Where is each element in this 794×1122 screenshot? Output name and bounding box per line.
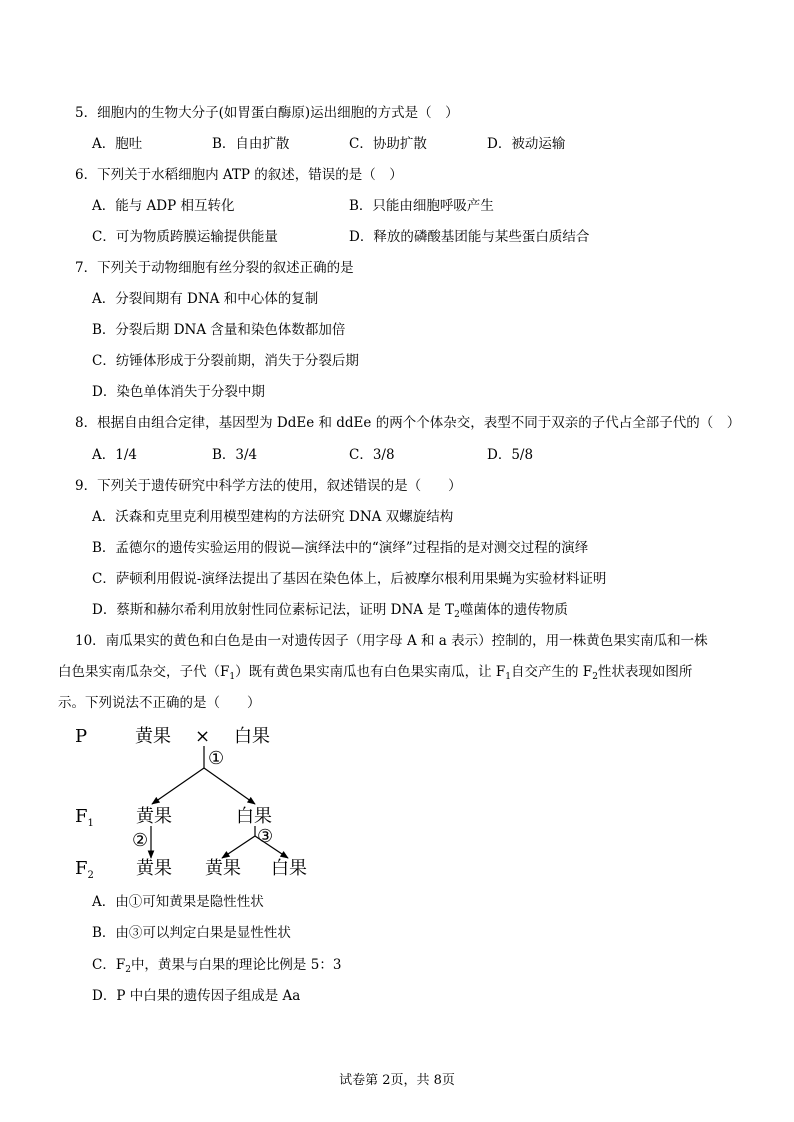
q7-option-d[interactable]: D．染色单体消失于分裂中期 [92,384,265,400]
q10-option-b[interactable]: B．由③可以判定白果是显性性状 [92,925,291,941]
q7-stem: 7．下列关于动物细胞有丝分裂的叙述正确的是 [75,260,354,276]
q5-stem: 5．细胞内的生物大分子(如胃蛋白酶原)运出细胞的方式是（ ） [75,105,459,121]
q9-option-d-subscript: 2 [454,610,460,620]
step-3-marker: ③ [257,826,274,847]
q10-stem-sub-3: 2 [592,672,598,682]
q5-option-c[interactable]: C．协助扩散 [349,136,427,152]
f2-label-subscript: 2 [87,870,94,881]
genetics-cross-diagram [60,718,340,888]
step-2-marker: ② [132,830,149,851]
arrow-to-f1-white [204,768,255,804]
q6-option-a[interactable]: A．能与 ADP 相互转化 [92,198,235,214]
q5-option-a[interactable]: A．胞吐 [92,136,143,152]
q10-stem-seg-b: ）既有黄色果实南瓜也有白色果实南瓜，让 F [235,664,506,680]
q10-stem-seg-c: 自交产生的 F [511,664,593,680]
q7-option-a[interactable]: A．分裂间期有 DNA 和中心体的复制 [92,291,319,307]
q10-stem-line2 [58,663,692,681]
q10-stem-line1: 10．南瓜果实的黄色和白色是由一对遗传因子（用字母 A 和 a 表示）控制的，用一株黄色果实南瓜和一株 [75,633,708,649]
q9-option-d-text: D．蔡斯和赫尔希利用放射性同位素标记法，证明 DNA 是 T [92,602,455,618]
q6-option-c[interactable]: C．可为物质跨膜运输提供能量 [92,229,278,245]
q8-stem: 8．根据自由组合定律，基因型为 DdEe 和 ddEe 的两个个体杂交，表型不同于双亲的子代占全部子代的（ ） [75,415,741,431]
p-yellow-fruit: 黄果 [135,726,171,747]
f2-yellow-fruit-left: 黄果 [136,858,172,879]
q7-option-c[interactable]: C．纺锤体形成于分裂前期，消失于分裂后期 [92,353,359,369]
q9-option-c[interactable]: C．萨顿利用假说-演绎法提出了基因在染色体上，后被摩尔根利用果蝇为实验材料证明 [92,571,607,587]
f1-generation-label [75,806,94,829]
q9-option-d[interactable] [92,601,568,619]
q8-option-a[interactable]: A．1/4 [92,447,137,463]
q10-stem-seg-a: 白色果实南瓜杂交，子代（F [58,664,230,680]
q10-option-a[interactable]: A．由①可知黄果是隐性性状 [92,894,264,910]
q10-option-c-subscript: 2 [125,965,131,975]
q8-option-b[interactable]: B．3/4 [212,447,258,463]
f2-generation-label [75,858,94,881]
q6-option-d[interactable]: D．释放的磷酸基团能与某些蛋白质结合 [349,229,590,245]
f2-white-fruit: 白果 [271,858,307,879]
q10-stem-sub-1: 1 [229,672,236,682]
arrow-to-f1-yellow [152,768,204,804]
q10-stem-seg-d: 性状表现如图所 [597,664,693,680]
f1-yellow-fruit: 黄果 [136,806,172,827]
q8-option-c[interactable]: C．3/8 [349,447,395,463]
cross-symbol: × [195,726,211,747]
q5-option-b[interactable]: B．自由扩散 [212,136,290,152]
q9-option-b[interactable]: B．孟德尔的遗传实验运用的假说—演绎法中的“演绎”过程指的是对测交过程的演绎 [92,540,589,556]
q10-option-d[interactable]: D．P 中白果的遗传因子组成是 Aa [92,988,301,1004]
f2-yellow-fruit-mid: 黄果 [205,858,241,879]
q9-stem: 9．下列关于遗传研究中科学方法的使用，叙述错误的是（ ） [75,478,462,494]
q8-option-d[interactable]: D．5/8 [487,447,534,463]
q7-option-b[interactable]: B．分裂后期 DNA 含量和染色体数都加倍 [92,322,346,338]
q9-option-d-tail: 噬菌体的遗传物质 [459,602,568,618]
q10-option-c-text: C．F [92,957,126,973]
f1-label-letter: F [75,806,88,827]
q6-stem: 6．下列关于水稻细胞内 ATP 的叙述，错误的是（ ） [75,167,403,183]
q6-option-b[interactable]: B．只能由细胞呼吸产生 [349,198,494,214]
f2-label-letter: F [75,858,88,879]
q9-option-a[interactable]: A．沃森和克里克利用模型建构的方法研究 DNA 双螺旋结构 [92,509,454,525]
step-1-marker: ① [208,748,225,769]
p-generation-label: P [75,726,88,747]
q10-option-c-tail: 中，黄果与白果的理论比例是 5：3 [130,957,342,973]
q5-option-d[interactable]: D．被动运输 [487,136,566,152]
q10-option-c[interactable] [92,956,341,974]
f1-white-fruit: 白果 [236,806,272,827]
q10-stem-sub-2: 1 [505,672,512,682]
f1-label-subscript: 1 [87,818,94,829]
arrow-to-f2-yellow [222,836,255,858]
q10-stem-line3: 示。下列说法不正确的是（ ） [58,695,261,711]
page-footer: 试卷第 2页，共 8页 [339,1073,455,1088]
p-white-fruit: 白果 [234,726,270,747]
